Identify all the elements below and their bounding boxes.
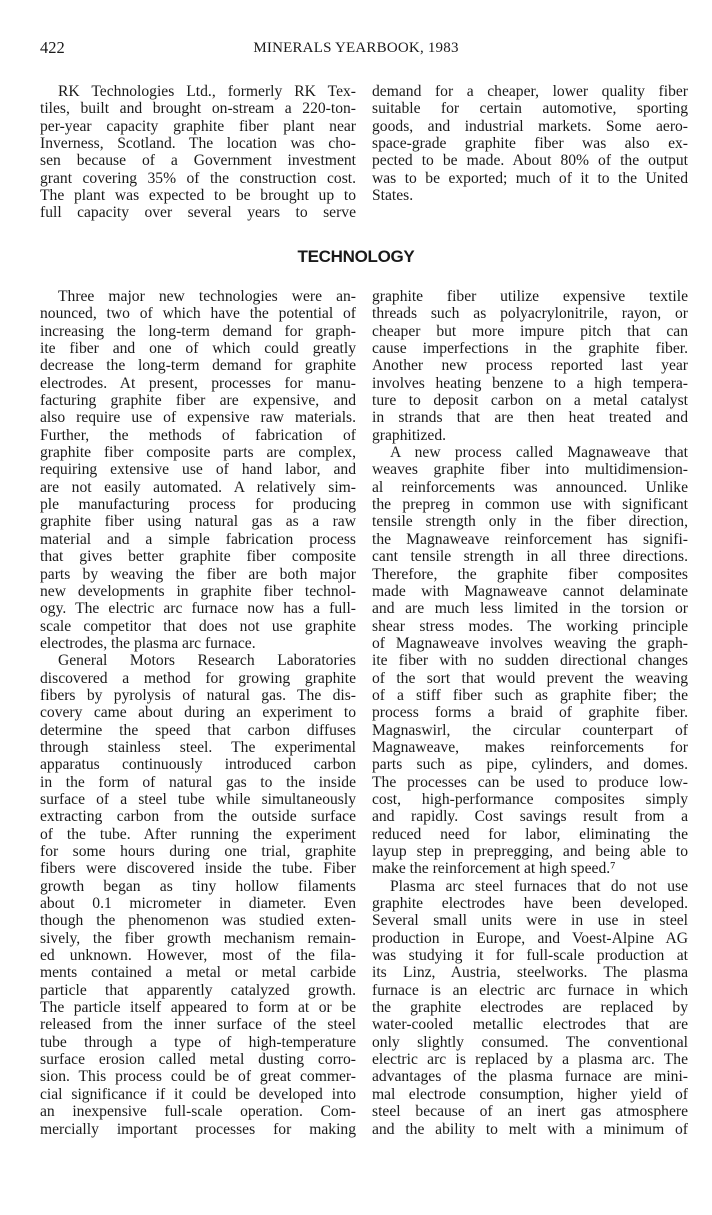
section-heading: TECHNOLOGY: [297, 247, 415, 266]
text-line: of the sort that would prevent the weaving: [372, 669, 688, 687]
text-line: General Motors Research Laboratories: [58, 652, 356, 670]
text-line: of a stiff fiber such as graphite fiber; the: [372, 686, 688, 704]
text-line: shear stress modes. The working principle: [372, 617, 688, 635]
text-line: The processes can be used to produce low-: [372, 773, 688, 791]
text-line: ture to deposit carbon on a metal catalyst: [372, 392, 688, 410]
paragraph: [372, 288, 688, 444]
paragraph: [372, 878, 688, 1138]
text-line: per-year capacity graphite fiber plant near: [40, 117, 356, 135]
text-line: Therefore, the graphite fiber composites: [372, 565, 688, 583]
intro-right-column: [372, 83, 688, 204]
intro-left-column: [40, 83, 356, 222]
text-line: ogy. The electric arc furnace now has a full-: [40, 600, 356, 618]
text-line: demand for a cheaper, lower quality fiber: [372, 83, 688, 100]
paragraph: [372, 444, 688, 878]
text-line: graphite fiber utilize expensive textile: [372, 288, 688, 305]
paragraph: [40, 288, 356, 652]
text-line: requiring extensive use of hand labor, and: [40, 461, 356, 479]
text-line: Further, the methods of fabrication of: [40, 426, 356, 444]
paragraph: [40, 83, 356, 222]
text-line: are not easily automated. A relatively sim-: [40, 478, 356, 496]
text-line: decrease the long-term demand for graphite: [40, 357, 356, 375]
text-line: its Linz, Austria, steelworks. The plasma: [372, 964, 688, 982]
text-line: though the phenomenon was studied exten-: [40, 912, 356, 930]
text-line: process forms a braid of graphite fiber.: [372, 704, 688, 722]
text-line: about 0.1 micrometer in diameter. Even: [40, 895, 356, 913]
text-line: in strands that are then heat treated and: [372, 409, 688, 427]
text-line: ite fiber and one of which could greatly: [40, 340, 356, 358]
text-line: Magnaswirl, the circular counterpart of: [372, 721, 688, 739]
text-line: growth began as tiny hollow filaments: [40, 877, 356, 895]
text-line: suitable for certain automotive, sporting: [372, 100, 688, 118]
text-line: graphite fiber composite parts are complex,: [40, 444, 356, 462]
text-line: determine the speed that carbon diffuses: [40, 721, 356, 739]
text-line: parts by weaving the fiber are both major: [40, 565, 356, 583]
text-line: the Magnaweave reinforcement has signifi-: [372, 530, 688, 548]
text-line: and are much less limited in the torsion or: [372, 600, 688, 618]
text-line: The plant was expected to be brought up to: [40, 187, 356, 205]
text-line: also require use of expensive raw materials.: [40, 409, 356, 427]
text-line: new developments in graphite fiber technol-: [40, 582, 356, 600]
text-line: weaves graphite fiber into multidimension-: [372, 461, 688, 479]
text-line: graphitized.: [372, 426, 447, 444]
text-line: made with Magnaweave cannot delaminate: [372, 582, 688, 600]
text-line: production in Europe, and Voest-Alpine AG: [372, 929, 688, 947]
text-line: layup step in prepregging, and being able to: [372, 843, 688, 860]
text-line: ments contained a metal or metal carbide: [40, 964, 356, 982]
text-line: sively, the fiber growth mechanism remain-: [40, 929, 356, 947]
body-left-column: [40, 288, 356, 1138]
text-line: nounced, two of which have the potential of: [40, 305, 356, 323]
text-line: increasing the long-term demand for graph-: [40, 322, 356, 340]
text-line: al reinforcements was announced. Unlike: [372, 478, 688, 496]
text-line: graphite electrodes have been developed.: [372, 895, 688, 913]
text-line: only slightly consumed. The conventional: [372, 1033, 688, 1051]
text-line: water-cooled metallic electrodes that are: [372, 1016, 688, 1034]
text-line: sen because of a Government investment: [40, 152, 356, 170]
text-line: threads such as polyacrylonitrile, rayon, or: [372, 305, 688, 323]
text-line: through stainless steel. The experimental: [40, 738, 356, 756]
text-line: apparatus continuously introduced carbon: [40, 756, 356, 774]
text-line: was studying it for full-scale production at: [372, 947, 688, 965]
text-line: full capacity over several years to serve: [40, 204, 356, 222]
text-line: of Magnaweave involves weaving the graph-: [372, 634, 688, 652]
text-line: mal electrode consumption, higher yield of: [372, 1085, 688, 1103]
text-line: furnace is an electric arc furnace in which: [372, 981, 688, 999]
text-line: surface of a steel tube while simultaneously: [40, 790, 356, 808]
text-line: the graphite electrodes are replaced by: [372, 999, 688, 1017]
text-line: mercially important processes for making: [40, 1120, 356, 1138]
text-line: that gives better graphite fiber composite: [40, 548, 356, 566]
text-line: Magnaweave, makes reinforcements for: [372, 738, 688, 756]
text-line: make the reinforcement at high speed.⁷: [372, 860, 616, 878]
text-line: discovered a method for growing graphite: [40, 669, 356, 687]
text-line: particle that apparently catalyzed growth.: [40, 981, 356, 999]
text-line: advantages of the plasma furnace are mini-: [372, 1068, 688, 1086]
text-line: Plasma arc steel furnaces that do not use: [390, 877, 688, 895]
text-line: tensile strength only in the fiber direction,: [372, 513, 688, 531]
text-line: Inverness, Scotland. The location was cho-: [40, 135, 356, 153]
text-line: space-grade graphite fiber was also ex-: [372, 135, 688, 153]
text-line: ite fiber with no sudden directional changes: [372, 652, 688, 670]
text-line: Another new process reported last year: [372, 357, 688, 375]
text-line: steel because of an inert gas atmosphere: [372, 1103, 688, 1121]
text-line: A new process called Magnaweave that: [390, 444, 688, 462]
text-line: for some hours during one trial, graphite: [40, 843, 356, 860]
text-line: sion. This process could be of great commer-: [40, 1068, 356, 1086]
body-right-column: [372, 288, 688, 1138]
text-line: facturing graphite fiber are expensive, and: [40, 392, 356, 410]
text-line: ed unknown. However, most of the fila-: [40, 947, 356, 965]
text-line: Three major new technologies were an-: [58, 288, 356, 305]
text-line: ple manufacturing process for producing: [40, 496, 356, 514]
paragraph: [372, 83, 688, 204]
text-line: cial significance if it could be developed into: [40, 1085, 356, 1103]
text-line: parts such as pipe, cylinders, and domes.: [372, 756, 688, 774]
text-line: cause imperfections in the graphite fiber.: [372, 340, 688, 358]
text-line: electrodes, the plasma arc furnace.: [40, 634, 256, 652]
text-line: tube through a type of high-temperature: [40, 1033, 356, 1051]
text-line: electrodes. At present, processes for manu-: [40, 374, 356, 392]
text-line: cost, high-performance composites simply: [372, 790, 688, 808]
text-line: covery came about during an experiment to: [40, 704, 356, 722]
text-line: the prepreg in common use with significant: [372, 496, 688, 514]
text-line: fibers by pyrolysis of natural gas. The dis-: [40, 686, 356, 704]
text-line: extracting carbon from the outside surface: [40, 808, 356, 826]
running-title: MINERALS YEARBOOK, 1983: [253, 40, 459, 56]
text-line: RK Technologies Ltd., formerly RK Tex-: [58, 83, 356, 100]
text-line: and rapidly. Cost savings result from a: [372, 808, 688, 826]
text-line: electric arc is replaced by a plasma arc. The: [372, 1051, 688, 1069]
text-line: pected to be made. About 80% of the output: [372, 152, 688, 170]
text-line: fibers were discovered inside the tube. Fiber: [40, 860, 356, 878]
text-line: was to be exported; much of it to the United: [372, 169, 688, 187]
text-line: scale competitor that does not use graphite: [40, 617, 356, 635]
text-line: involves heating benzene to a high tempera-: [372, 374, 688, 392]
text-line: surface erosion called metal dusting corro-: [40, 1051, 356, 1069]
text-line: States.: [372, 187, 414, 205]
text-line: graphite fiber using natural gas as a raw: [40, 513, 356, 531]
paragraph: [40, 652, 356, 1138]
text-line: tiles, built and brought on-stream a 220-ton-: [40, 100, 356, 118]
text-line: an inexpensive full-scale operation. Com-: [40, 1103, 356, 1121]
text-line: goods, and industrial markets. Some aero-: [372, 117, 688, 135]
text-line: released from the inner surface of the steel: [40, 1016, 356, 1034]
text-line: and the ability to melt with a minimum of: [372, 1120, 688, 1138]
text-line: grant covering 35% of the construction cost.: [40, 169, 356, 187]
page-number: 422: [40, 38, 65, 57]
text-line: in the form of natural gas to the inside: [40, 773, 356, 791]
text-line: The particle itself appeared to form at or be: [40, 999, 356, 1017]
text-line: cheaper but more impure pitch that can: [372, 322, 688, 340]
text-line: reduced need for labor, eliminating the: [372, 825, 688, 843]
text-line: cant tensile strength in all three directions.: [372, 548, 688, 566]
text-line: of the tube. After running the experiment: [40, 825, 356, 843]
text-line: Several small units were in use in steel: [372, 912, 688, 930]
text-line: material and a simple fabrication process: [40, 530, 356, 548]
